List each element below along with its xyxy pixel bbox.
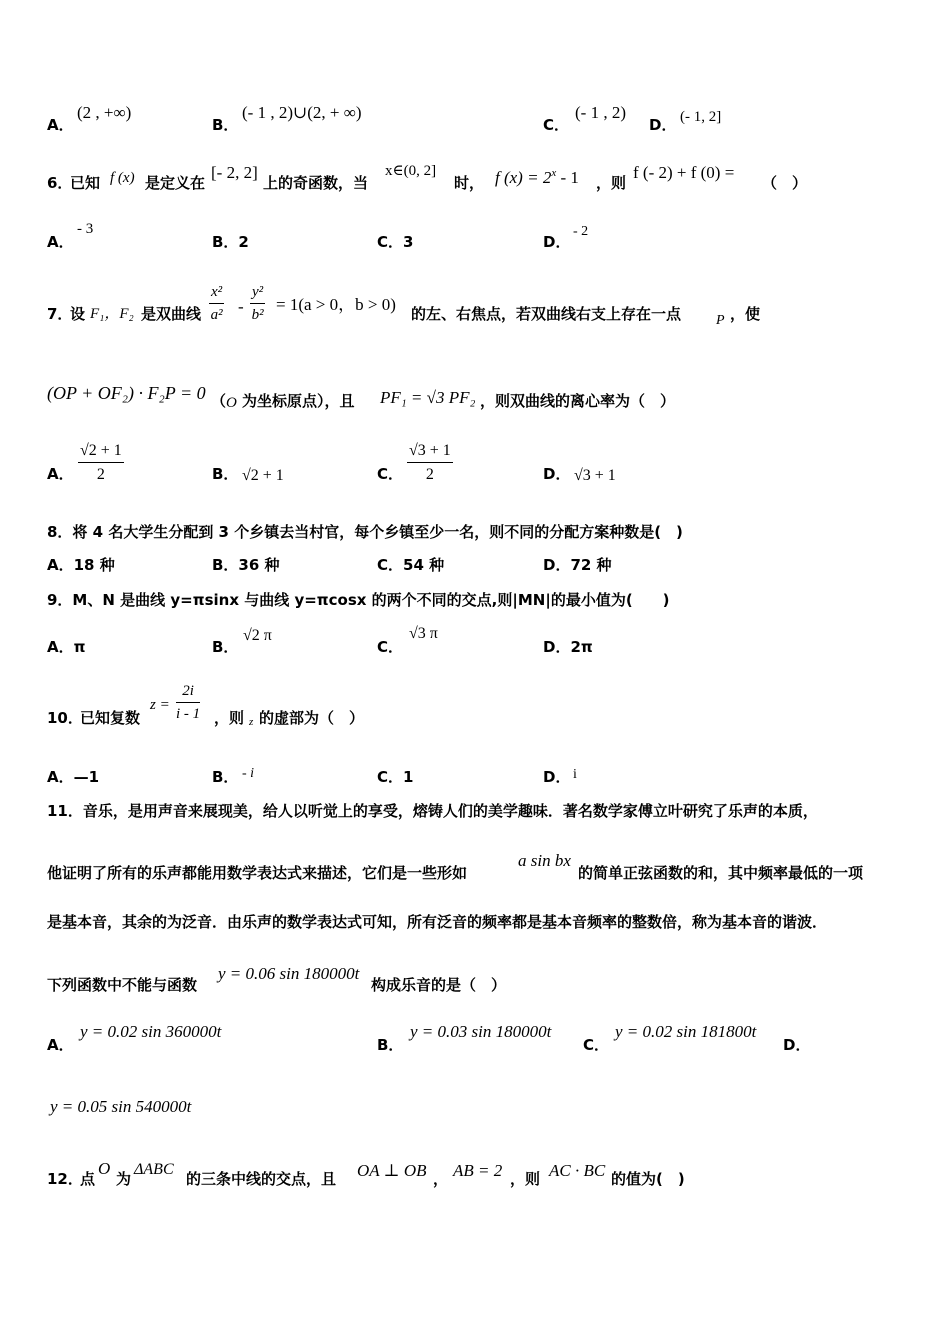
q7-text-2: 是双曲线 (141, 305, 202, 323)
q5-option-d-label: D． (649, 116, 677, 134)
q6-math-fx-def-exp: x (551, 167, 557, 179)
q11-line-2-math: a sin bx (518, 851, 571, 870)
q6-math-fx-def-tail: - 1 (556, 168, 579, 187)
q7-option-b-value: √2 + 1 (242, 467, 284, 484)
q7-option-a-label: A． (47, 465, 74, 483)
q6-option-a-label: A． (47, 233, 74, 251)
q11-option-b-value: y = 0.03 sin 180000t (410, 1022, 552, 1041)
q7-math-vector: (OP + OF₂) · F₂P = 0 (47, 383, 206, 403)
q11-line-4b: 构成乐音的是（ ） (371, 976, 507, 994)
q7-math-ratio: PF₁ = √3 PF₂ (380, 388, 476, 407)
q10-option-d-value: i (573, 767, 577, 782)
q7-option-c-frac (407, 443, 453, 483)
q6-text-5: ，则 (596, 174, 627, 192)
q12-text-5: ，则 (510, 1170, 541, 1188)
q7-math-foci: F₁，F₂ (90, 306, 134, 322)
q7-option-d-label: D． (543, 465, 571, 483)
q12-text-4: ， (433, 1170, 449, 1188)
q7-option-c-num: √3 + 1 (407, 443, 453, 463)
q10-option-b-label: B． (212, 768, 239, 786)
q10-option-d-label: D． (543, 768, 571, 786)
q10-text-2: ，则 (214, 709, 245, 727)
q10-frac-den: i - 1 (176, 706, 201, 722)
q11-line-3: 是基本音，其余的为泛音．由乐声的数学表达式可知，所有泛音的频率都是基本音频率的整数倍，称为基本音的谐波． (47, 913, 828, 931)
q7-math-p: P (716, 313, 725, 328)
q10-option-a: A．—1 (47, 768, 100, 786)
q8-option-a: A．18 种 (47, 556, 115, 574)
q9-option-c-value: √3 π (409, 625, 438, 642)
q6-option-c: C．3 (377, 233, 414, 251)
q9-option-b-label: B． (212, 638, 239, 656)
q9-option-a: A．π (47, 638, 86, 656)
q11-line-2a: 他证明了所有的乐声都能用数学表达式来描述，它们是一些形如 (47, 864, 468, 882)
q10-text-3: 的虚部为（ ） (259, 709, 365, 727)
q12-text-6: 的值为( ) (611, 1170, 685, 1188)
q9-option-c-label: C． (377, 638, 404, 656)
q7-number: 7． (47, 305, 73, 323)
q6-math-fx: f (x) (110, 170, 135, 186)
q5-option-a-label: A． (47, 116, 74, 134)
q7-frac-y-num: y² (250, 285, 265, 304)
q7-option-b-label: B． (212, 465, 239, 483)
q10-option-b-value: - i (242, 766, 255, 781)
q11-option-b-label: B． (377, 1036, 404, 1054)
q7-option-a-den: 2 (96, 466, 105, 483)
q11-option-d-value: y = 0.05 sin 540000t (50, 1097, 192, 1116)
q12-math-dot: AC · BC (549, 1161, 606, 1180)
q6-text-3: 上的奇函数，当 (263, 174, 369, 192)
q6-text-1: 已知 (70, 174, 101, 192)
q8-text: 8．将 4 名大学生分配到 3 个乡镇去当村官，每个乡镇至少一名，则不同的分配方案种数是( ) (47, 523, 683, 541)
q6-math-sum: f (- 2) + f (0) = (633, 163, 735, 182)
q5-option-b-math: (- 1 , 2)∪(2, + ∞) (242, 103, 362, 122)
q8-option-c: C．54 种 (377, 556, 445, 574)
q5-option-b-label: B． (212, 116, 239, 134)
q11-line-1: 11．音乐，是用声音来展现美，给人以听觉上的享受，熔铸人们的美学趣味．著名数学家傅立叶研究了乐声的本质， (47, 802, 818, 820)
q12-number: 12． (47, 1170, 83, 1188)
q12-text-1: 点 (80, 1170, 96, 1188)
q6-option-d-value: - 2 (573, 224, 589, 239)
q6-text-4: 时， (454, 174, 485, 192)
q6-math-fx-def (495, 168, 579, 186)
q12-math-triangle: ΔABC (134, 1161, 174, 1178)
q11-option-c-value: y = 0.02 sin 181800t (615, 1022, 757, 1041)
q8-option-d: D．72 种 (543, 556, 612, 574)
q6-option-a-value: - 3 (77, 221, 94, 237)
q7-text-1: 设 (70, 305, 86, 323)
q10-frac (176, 684, 200, 722)
q12-text-2: 为 (116, 1170, 132, 1188)
q8-option-b: B．36 种 (212, 556, 280, 574)
q10-text-1: 已知复数 (80, 709, 141, 727)
q10-math-z2: z (249, 716, 254, 728)
q7-minus: - (238, 297, 244, 316)
q12-math-o: O (98, 1159, 111, 1178)
q7-option-d-value: √3 + 1 (574, 467, 616, 484)
q12-text-3: 的三条中线的交点，且 (186, 1170, 337, 1188)
q7-text-4: ，使 (730, 305, 761, 323)
q12-math-ab: AB = 2 (453, 1161, 503, 1180)
q11-option-a-label: A． (47, 1036, 74, 1054)
q6-text-6: （ ） (762, 174, 808, 192)
q9-option-d: D．2π (543, 638, 593, 656)
q12-math-perp: OA ⊥ OB (357, 1161, 427, 1180)
q10-option-c: C．1 (377, 768, 414, 786)
q7-frac-x (209, 285, 224, 323)
q6-option-d-label: D． (543, 233, 571, 251)
q10-frac-num: 2i (176, 684, 200, 703)
q11-line-4a: 下列函数中不能与函数 (47, 976, 198, 994)
q6-math-domain: [- 2, 2] (211, 163, 258, 182)
q7-option-a-num: √2 + 1 (78, 443, 124, 463)
q7-option-c-label: C． (377, 465, 404, 483)
q7-math-origin: O (226, 395, 237, 411)
q7-option-c-den: 2 (425, 466, 434, 483)
q6-math-interval: x∈(0, 2] (385, 163, 437, 179)
q5-option-d-math: (- 1, 2] (680, 109, 722, 125)
q7-frac-y-den: b² (251, 307, 264, 323)
q5-option-c-label: C． (543, 116, 570, 134)
q11-option-d-label: D． (783, 1036, 811, 1054)
q6-text-2: 是定义在 (145, 174, 206, 192)
q11-line-2b: 的简单正弦函数的和，其中频率最低的一项 (578, 864, 864, 882)
q10-number: 10． (47, 709, 83, 727)
q9-option-b-value: √2 π (243, 627, 272, 644)
q7-frac-x-den: a² (210, 307, 223, 323)
q7-frac-x-num: x² (209, 285, 224, 304)
q6-math-fx-def-base: f (x) = 2 (495, 168, 552, 187)
q9-text: 9．M、N 是曲线 y=πsinx 与曲线 y=πcosx 的两个不同的交点,则|MN|的最小值为( ) (47, 591, 670, 609)
q6-number: 6． (47, 174, 73, 192)
q10-math-z: z = (150, 697, 170, 713)
q7-option-a-frac (78, 443, 124, 483)
q7-line2-text-2: 为坐标原点），且 (242, 392, 355, 410)
q5-option-c-math: (- 1 , 2) (575, 103, 626, 122)
q11-line-4-math: y = 0.06 sin 180000t (218, 964, 360, 983)
q7-text-3: 的左、右焦点，若双曲线右支上存在一点 (411, 305, 682, 323)
q5-option-a-math: (2 , +∞) (77, 103, 132, 122)
q6-option-b: B．2 (212, 233, 249, 251)
q11-option-a-value: y = 0.02 sin 360000t (80, 1022, 222, 1041)
q7-math-condition: = 1(a > 0，b > 0) (276, 295, 396, 314)
q7-line2-text-1: （ (211, 392, 227, 410)
q7-frac-y (250, 285, 265, 323)
q11-option-c-label: C． (583, 1036, 610, 1054)
q7-line2-text-3: ，则双曲线的离心率为（ ） (480, 392, 676, 410)
